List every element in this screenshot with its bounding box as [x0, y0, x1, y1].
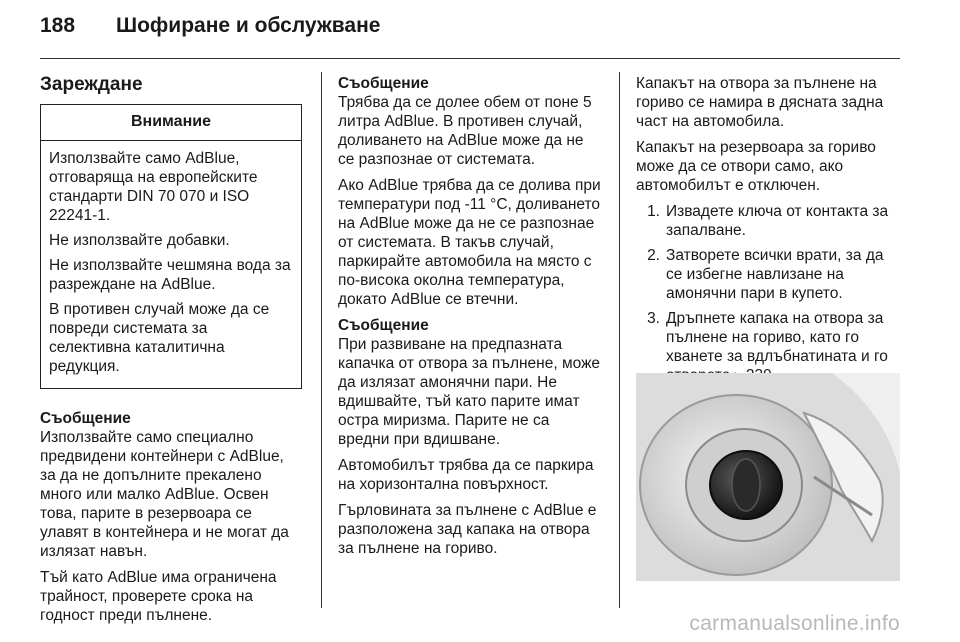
note-text: Трябва да се долее обем от поне 5 литра AdBlue. В противен случай, доливането на AdBlue може да не се разпознае от системата.: [338, 94, 592, 168]
header-divider: [40, 58, 900, 59]
list-item: [636, 246, 900, 303]
note-label: Съобщение: [338, 75, 429, 92]
warning-box: [40, 104, 302, 389]
body-paragraph: Гърловината за пълнене с AdBlue е разположена зад капака на отвора за пълнене на гориво.: [338, 502, 597, 557]
warning-paragraph: Не използвайте добавки.: [49, 232, 230, 249]
body-paragraph: Автомобилът трябва да се паркира на хоризонтална повърхност.: [338, 457, 594, 493]
section-title: Зареждане: [40, 74, 143, 95]
step-text: Дръпнете капака на отвора за пълнене на гориво, като го хванете за вдлъбнатината и го: [666, 310, 888, 365]
step-text: Извадете ключа от контакта за запалване.: [666, 203, 889, 239]
warning-paragraph: Не използвайте чешмяна вода за разреждане на AdBlue.: [49, 257, 291, 293]
page-header: [40, 14, 380, 44]
note-label: Съобщение: [40, 410, 131, 427]
cap-grip: [732, 459, 760, 511]
body-paragraph: Тъй като AdBlue има ограничена трайност, проверете срока на годност преди пълнене.: [40, 569, 277, 624]
note-text: При развиване на предпазната капачка от отвора за пълнене, може да излязат амонячни пари. Не вдишвайте, тъй като парите имат остра миризма. Парите не са вредни при вдишване.: [338, 336, 601, 448]
warning-body: [41, 141, 301, 388]
chapter-title: Шофиране и обслужване: [116, 14, 381, 37]
watermark: carmanualsonline.info: [689, 612, 900, 635]
column-3: [636, 74, 900, 392]
column-divider-2: [619, 72, 620, 608]
note-text: Ако AdBlue трябва да се долива при температури под -11 °C, доливането на AdBlue може да не се разпознае от системата. В такъв случай, паркирайте автомобила на място с по-висока околна температура, докато AdBlue се втечни.: [338, 177, 601, 308]
warning-paragraph: В противен случай може да се повреди системата за селективна каталитична редукция.: [49, 301, 270, 375]
list-item: [636, 202, 900, 240]
steps-list: [636, 202, 900, 386]
step-number: 3.: [647, 310, 660, 327]
column-2: [338, 74, 604, 565]
step-number: 1.: [647, 203, 660, 220]
page-number: 188: [40, 14, 76, 37]
note-text: Използвайте само специално предвидени контейнери с AdBlue, за да не допълните прекалено много или малко AdBlue. Освен това, парите в резервоара се улавят в контейнера и не могат да излязат навън.: [40, 429, 289, 560]
fuel-filler-illustration: [636, 373, 900, 581]
column-divider-1: [321, 72, 322, 608]
column-1: [40, 74, 302, 632]
fuel-filler-photo: [636, 373, 900, 581]
note-label: Съобщение: [338, 317, 429, 334]
step-text: Затворете всички врати, за да се избегне навлизане на амонячни пари в купето.: [666, 247, 884, 302]
body-paragraph: Капакът на отвора за пълнене на гориво се намира в дясната задна част на автомобила.: [636, 75, 884, 130]
step-number: 2.: [647, 247, 660, 264]
warning-paragraph: Използвайте само AdBlue, отговаряща на европейските стандарти DIN 70 070 и ISO 22241-1.: [49, 150, 258, 224]
warning-title: Внимание: [41, 105, 301, 141]
body-paragraph: Капакът на резервоара за гориво може да се отвори само, ако автомобилът е отключен.: [636, 139, 876, 194]
